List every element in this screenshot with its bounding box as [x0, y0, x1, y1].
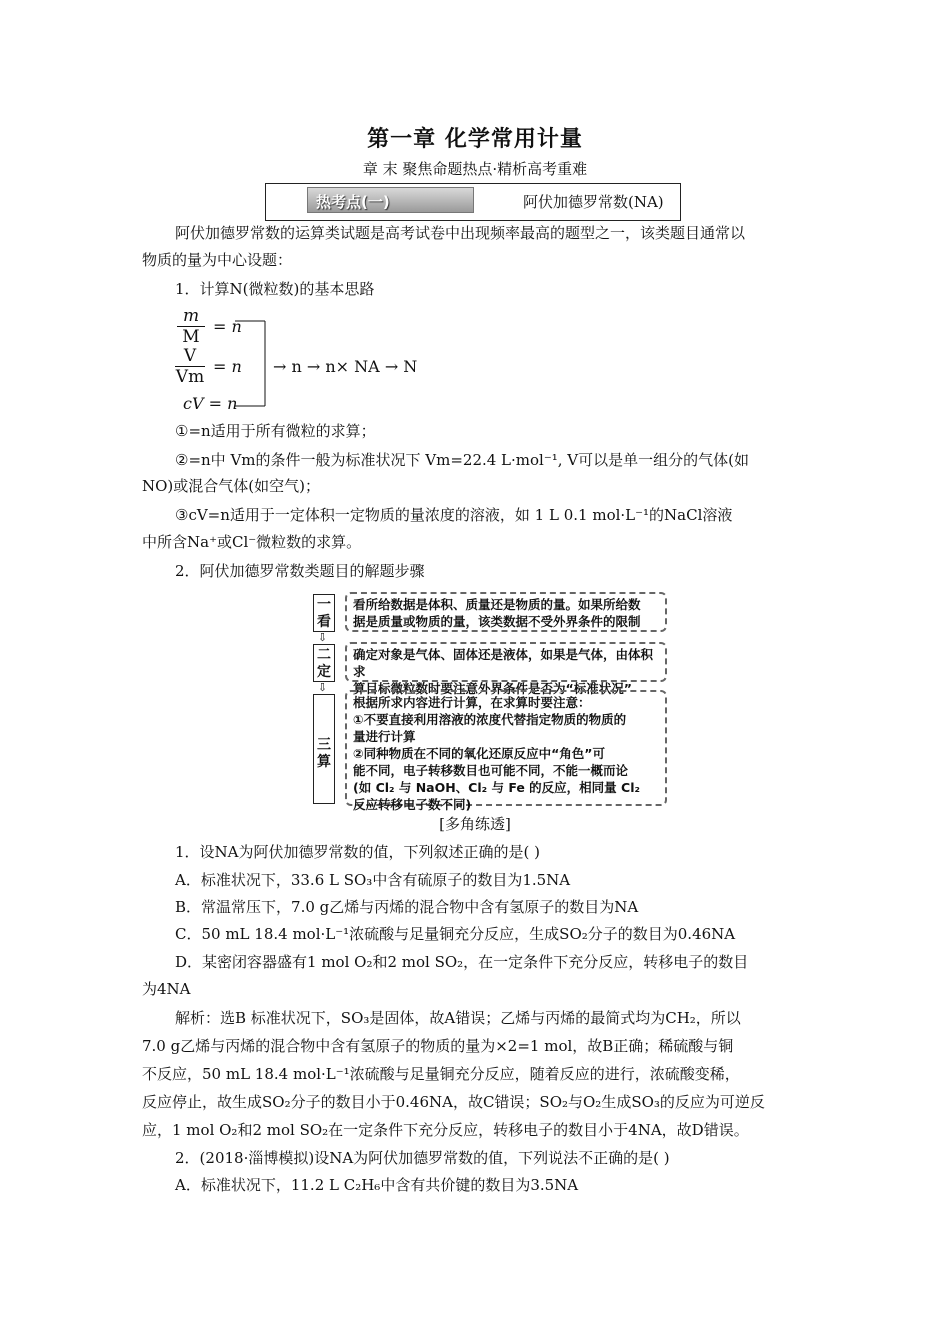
step-line: (如 Cl₂ 与 NaOH、Cl₂ 与 Fe 的反应，相同量 Cl₂ — [353, 780, 640, 795]
conversion-chain: → n → n× NA → N — [273, 357, 418, 376]
step-line: 量进行计算 — [353, 729, 416, 744]
step-line: 能不同，电子转移数目也可能不同，不能一概而论 — [353, 763, 629, 778]
fraction-V-over-Vm — [175, 346, 205, 387]
note-2-line-1: ②=n中 Vm的条件一般为标准状况下 Vm=22.4 L·mol⁻¹, V可以是单一组分的气体(如 — [175, 451, 749, 469]
fraction-m-over-M — [177, 306, 205, 347]
section2-heading: 2．阿伏加德罗常数类题目的解题步骤 — [175, 562, 425, 580]
question-2-option-a: A．标准状况下，11.2 L C₂H₆中含有共价键的数目为3.5NA — [175, 1176, 579, 1194]
hot-point-label: 热考点(一) — [316, 193, 390, 211]
step-text-look — [345, 592, 667, 632]
hot-point-title: 阿伏加德罗常数(NA) — [523, 193, 664, 211]
question-1-stem: 1．设NA为阿伏加德罗常数的值，下列叙述正确的是( ) — [175, 843, 540, 861]
analysis-line-5: 应，1 mol O₂和2 mol SO₂在一定条件下充分反应，转移电子的数目小于4NA，故D错误。 — [142, 1121, 749, 1139]
step-line: 根据所求内容进行计算，在求算时要注意： — [353, 695, 591, 710]
step-text-calculate — [345, 690, 667, 812]
intro-line-1: 阿伏加德罗常数的运算类试题是高考试卷中出现频率最高的题型之一，该类题目通常以 — [175, 224, 746, 242]
fraction-numerator: V — [175, 346, 205, 367]
equation-cV: cV = n — [183, 394, 238, 413]
equation-result: = n — [213, 317, 242, 336]
question-2-stem: 2．(2018·淄博模拟)设NA为阿伏加德罗常数的值，下列说法不正确的是( ) — [175, 1149, 670, 1167]
step-line: 确定对象是气体、固体还是液体，如果是气体，由体积求 — [353, 647, 654, 679]
analysis-line-4: 反应停止，故生成SO₂分子的数目小于0.46NA，故C错误；SO₂与O₂生成SO₃的反应为可逆反 — [142, 1093, 765, 1111]
intro-line-2: 物质的量为中心设题： — [142, 251, 293, 269]
question-1-option-a: A．标准状况下，33.6 L SO₃中含有硫原子的数目为1.5NA — [175, 871, 571, 889]
question-1-option-b: B．常温常压下，7.0 g乙烯与丙烯的混合物中含有氢原子的数目为NA — [175, 898, 639, 916]
note-2-line-2: NO)或混合气体(如空气)； — [142, 477, 320, 495]
step-line: 据是质量或物质的量，该类数据不受外界条件的限制 — [353, 614, 641, 629]
step-line: ②同种物质在不同的氧化还原反应中“角色”可 — [353, 746, 606, 761]
section1-heading: 1．计算N(微粒数)的基本思路 — [175, 280, 375, 298]
step-line: 反应转移电子数不同) — [353, 797, 472, 812]
question-1-option-d-line-1: D．某密闭容器盛有1 mol O₂和2 mol SO₂，在一定条件下充分反应，转移电子的数目 — [175, 953, 749, 971]
arrow-down-icon: ⇩ — [318, 681, 328, 694]
analysis-line-1: 解析：选B 标准状况下，SO₃是固体，故A错误；乙烯与丙烯的最简式均为CH₂，所以 — [175, 1009, 741, 1027]
n-calculation-diagram — [175, 306, 465, 414]
hot-point-banner — [265, 183, 681, 221]
step-text-determine — [345, 642, 667, 696]
step-label-calculate: 三算 — [313, 694, 335, 804]
analysis-line-3: 不反应，50 mL 18.4 mol·L⁻¹浓硫酸与足量铜充分反应，随着反应的进行，浓硫酸变稀， — [142, 1065, 740, 1083]
note-1: ①=n适用于所有微粒的求算； — [175, 422, 376, 440]
practice-label: [多角练透] — [439, 815, 511, 833]
step-label-look: 一看 — [313, 594, 335, 632]
question-1-option-c: C．50 mL 18.4 mol·L⁻¹浓硫酸与足量铜充分反应，生成SO₂分子的数目为0.46NA — [175, 925, 736, 943]
step-label-determine: 二定 — [313, 644, 335, 682]
note-3-line-2: 中所含Na⁺或Cl⁻微粒数的求算。 — [142, 533, 362, 551]
step-line: ①不要直接利用溶液的浓度代替指定物质的物质的 — [353, 712, 627, 727]
solving-steps-diagram — [313, 590, 668, 812]
chapter-subtitle: 章 末 聚焦命题热点·精析高考重难 — [362, 160, 588, 178]
step-line: 算目标微粒数时要注意外界条件是否为“标准状况” — [353, 681, 632, 696]
step-line: 看所给数据是体积、质量还是物质的量。如果所给数 — [353, 597, 641, 612]
equation-result: = n — [213, 357, 242, 376]
note-3-line-1: ③cV=n适用于一定体积一定物质的量浓度的溶液，如 1 L 0.1 mol·L⁻¹的NaCl溶液 — [175, 506, 733, 524]
hot-point-label-box — [307, 187, 474, 213]
arrow-down-icon: ⇩ — [318, 631, 328, 644]
bracket-lines — [235, 320, 270, 408]
question-1-option-d-line-2: 为4NA — [142, 980, 191, 998]
chapter-title: 第一章 化学常用计量 — [367, 126, 583, 152]
fraction-denominator: Vm — [175, 367, 205, 387]
fraction-denominator: M — [182, 327, 200, 347]
fraction-numerator: m — [177, 306, 205, 327]
analysis-line-2: 7.0 g乙烯与丙烯的混合物中含有氢原子的物质的量为×2=1 mol，故B正确；稀硫酸与铜 — [142, 1037, 734, 1055]
